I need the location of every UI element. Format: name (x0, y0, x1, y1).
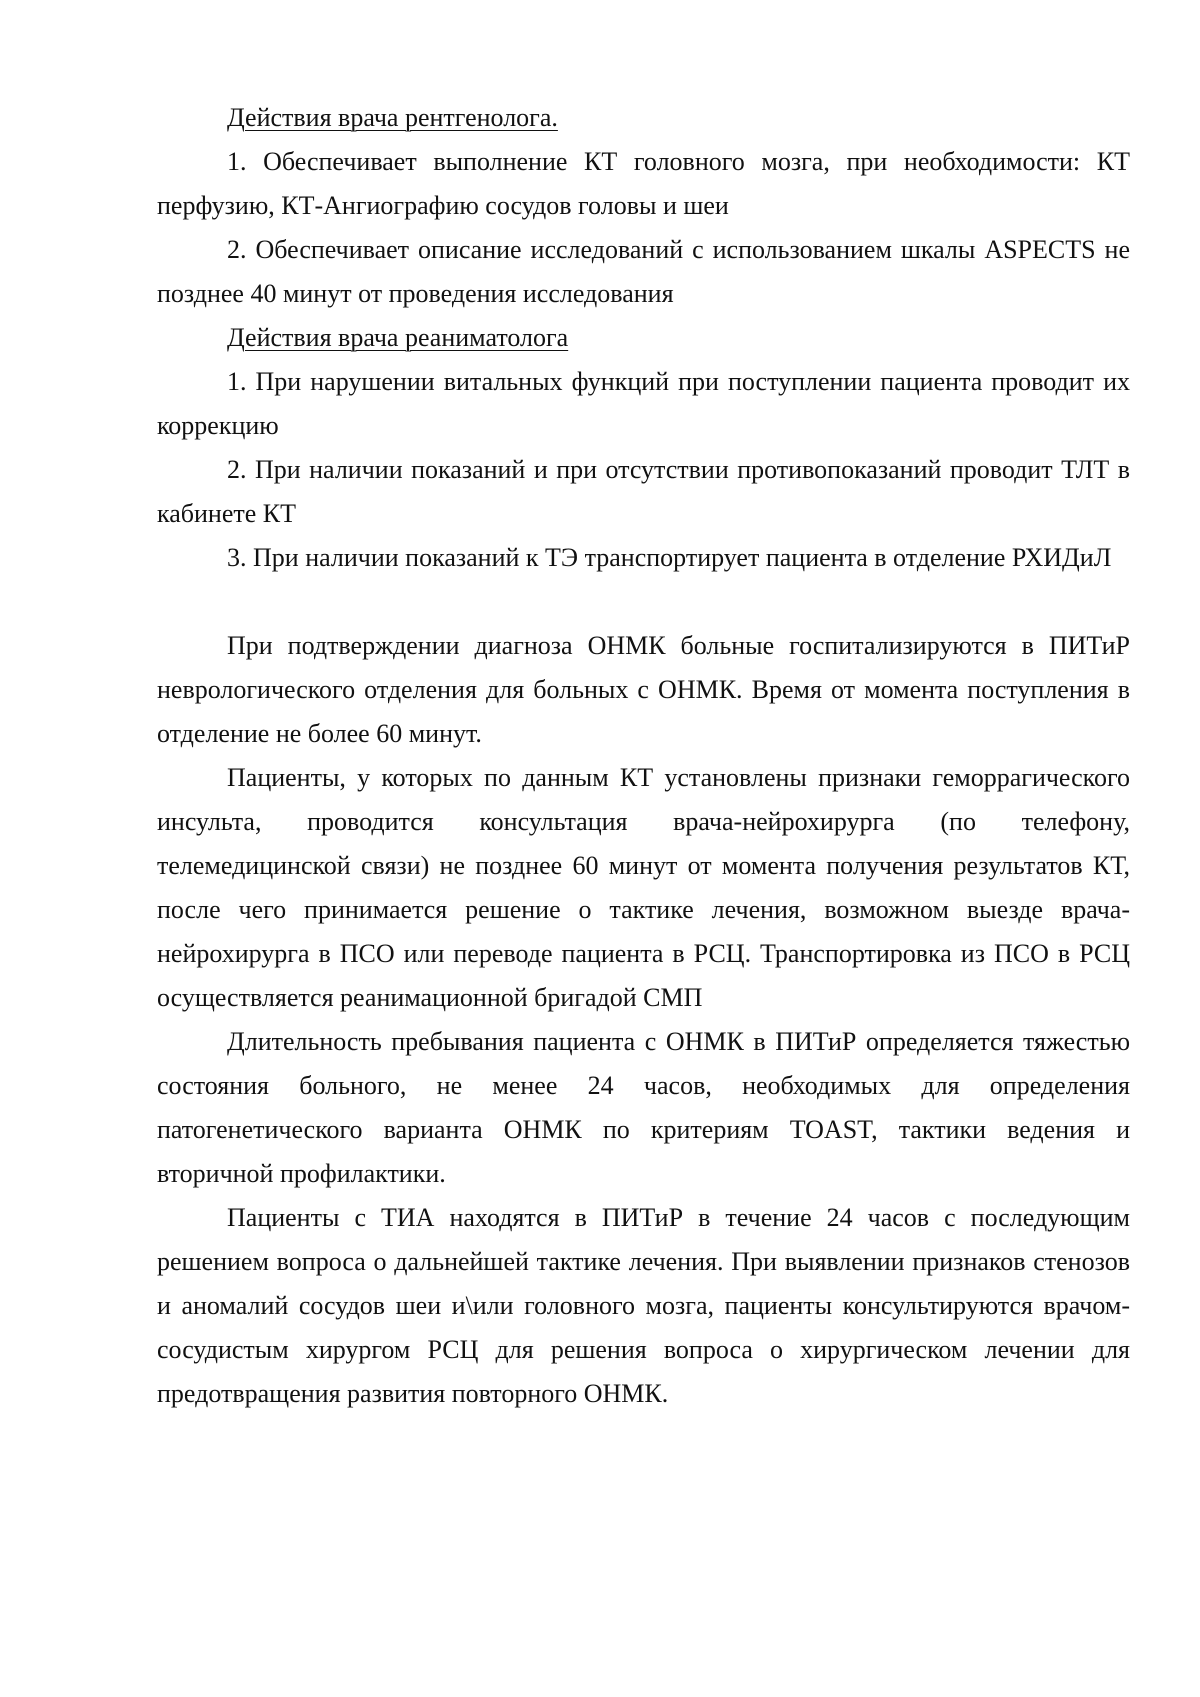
hospitalization-paragraph: При подтверждении диагноза ОНМК больные госпитализируются в ПИТиР неврологического отделения для больных с ОНМК. Время от момента поступления в отделение не более 60 минут. (157, 631, 1130, 748)
radiologist-item-2: 2. Обеспечивает описание исследований с использованием шкалы ASPECTS не позднее 40 минут от проведения исследования (157, 235, 1130, 308)
resuscitator-item-3: 3. При наличии показаний к ТЭ транспортирует пациента в отделение РХИДиЛ (227, 543, 1112, 572)
resuscitator-heading-text: Действия врача реаниматолога (227, 323, 569, 352)
resuscitator-section-heading (157, 316, 1130, 360)
tia-paragraph: Пациенты с ТИА находятся в ПИТиР в течение 24 часов с последующим решением вопроса о дальнейшей тактике лечения. При выявлении признаков стенозов и аномалий сосудов шеи и\или головного мозга, пациенты консультируются врачом-сосудистым хирургом РСЦ для решения вопроса о хирургическом лечении для предотвращения развития повторного ОНМК. (157, 1203, 1130, 1408)
paragraph-spacer (157, 580, 1130, 624)
radiologist-item-1: 1. Обеспечивает выполнение КТ головного мозга, при необходимости: КТ перфузию, КТ-Ангиографию сосудов головы и шеи (157, 147, 1130, 220)
resuscitator-item-1: 1. При нарушении витальных функций при поступлении пациента проводит их коррекцию (157, 367, 1130, 440)
stay-duration-paragraph: Длительность пребывания пациента с ОНМК в ПИТиР определяется тяжестью состояния больного, не менее 24 часов, необходимых для определения патогенетического варианта ОНМК по критериям TOAST, тактики ведения и вторичной профилактики. (157, 1027, 1130, 1188)
hemorrhagic-stroke-paragraph: Пациенты, у которых по данным КТ установлены признаки геморрагического инсульта, проводится консультация врача-нейрохирурга (по телефону, телемедицинской связи) не позднее 60 минут от момента получения результатов КТ, после чего принимается решение о тактике лечения, возможном выезде врача-нейрохирурга в ПСО или переводе пациента в РСЦ. Транспортировка из ПСО в РСЦ осуществляется реанимационной бригадой СМП (157, 763, 1130, 1012)
resuscitator-item-2: 2. При наличии показаний и при отсутствии противопоказаний проводит ТЛТ в кабинете КТ (157, 455, 1130, 528)
radiologist-heading-text: Действия врача рентгенолога. (227, 103, 558, 132)
radiologist-section-heading (157, 96, 1130, 140)
